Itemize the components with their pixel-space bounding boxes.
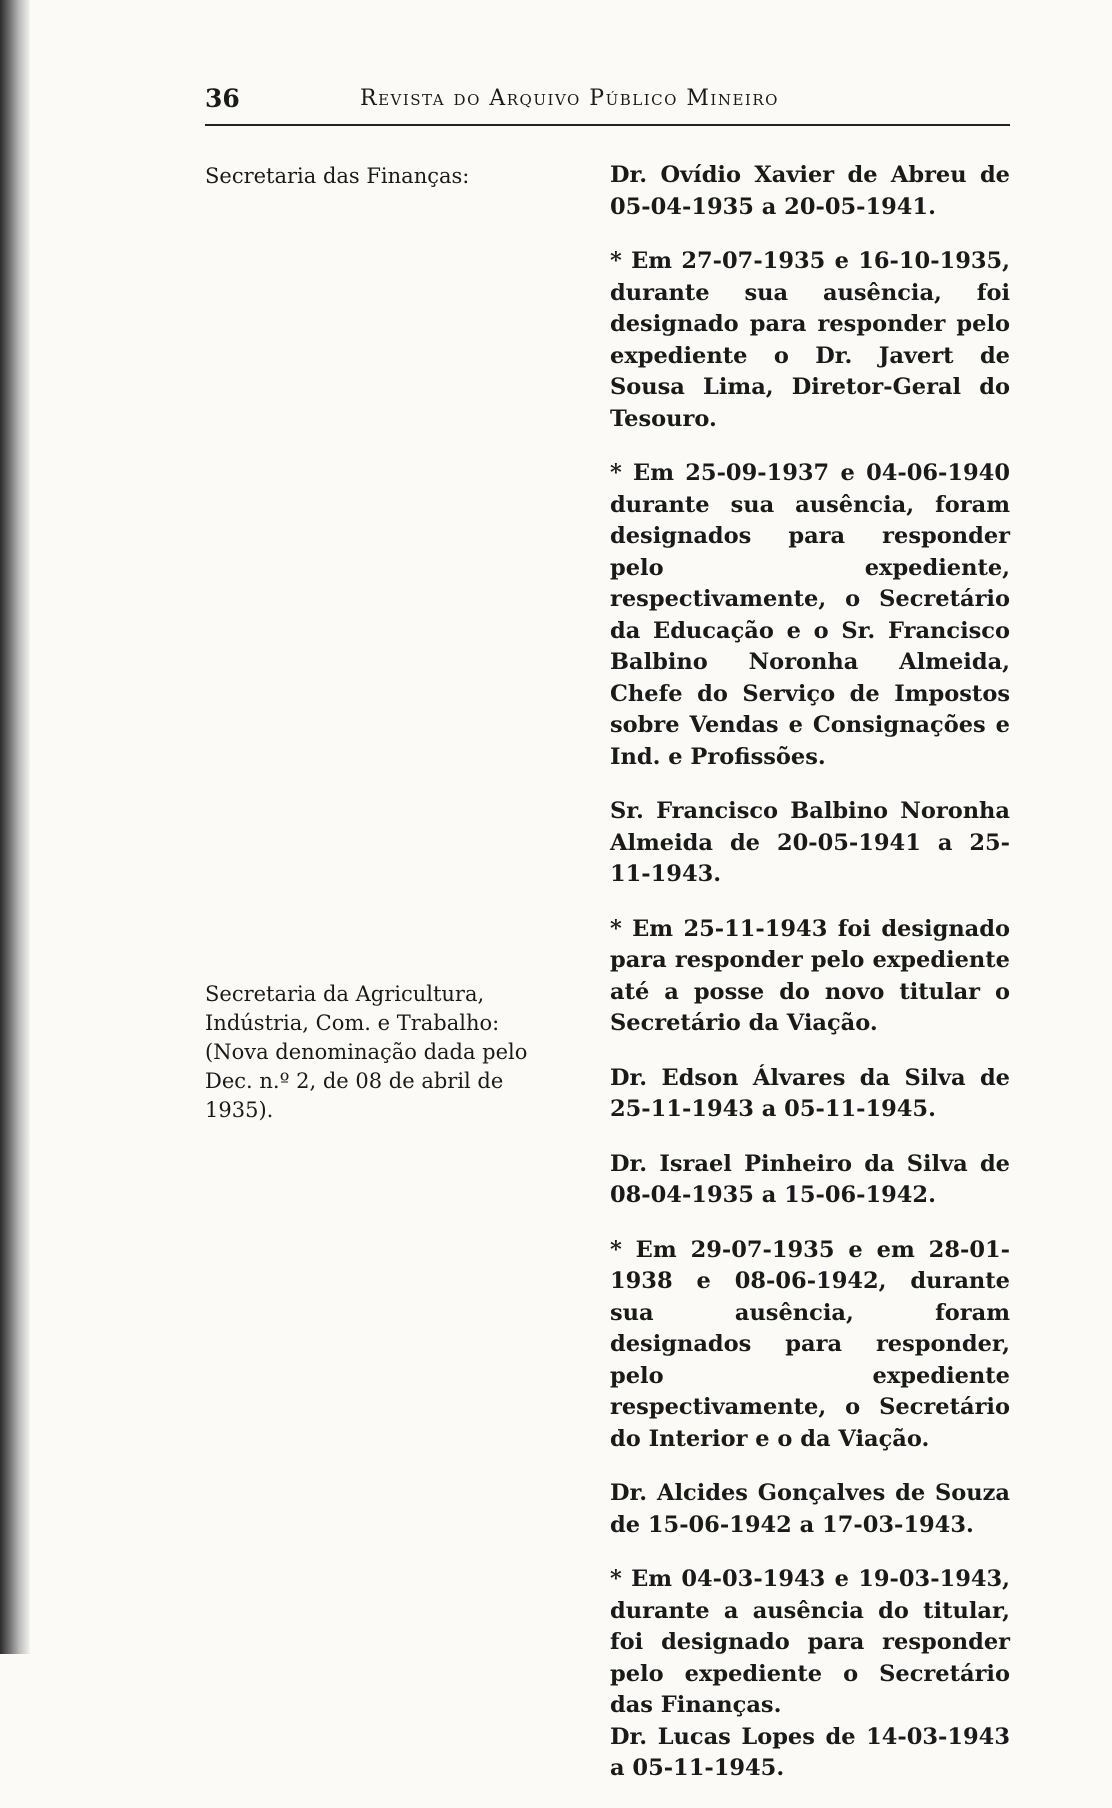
entry-alcides-goncalves: Dr. Alcides Gonçalves de Souza de 15-06-1942 a 17-03-1943. — [610, 1480, 1010, 1538]
note-secretario-viacao: * Em 25-11-1943 foi designado para responder pelo expediente até a posse do novo titular o Secretário da Viação. — [610, 915, 1010, 1036]
page-number: 36 — [205, 84, 240, 113]
page-binding-shadow — [0, 0, 30, 1654]
note-secretario-financas: * Em 04-03-1943 e 19-03-1943, durante a ausência do titular, foi designado para responder pelo expediente o Secretário das Finanças. — [610, 1566, 1010, 1718]
entries-column — [610, 160, 1010, 1808]
label-secretaria-agricultura: Secretaria da Agricultura, Indústria, Com. e Trabalho: (Nova denominação dada pelo Dec. n.º 2, de 08 de abril de 1935). — [205, 982, 528, 1122]
entry-ovidio-xavier: Dr. Ovídio Xavier de Abreu de 05-04-1935 a 20-05-1941. — [610, 162, 1010, 220]
entry-edson-alvares: Dr. Edson Álvares da Silva de 25-11-1943 a 05-11-1945. — [610, 1064, 1010, 1122]
running-title: Revista do Arquivo Público Mineiro — [360, 86, 779, 111]
note-balbino-expediente: * Em 25-09-1937 e 04-06-1940 durante sua ausência, foram designados para responder pelo expediente, respectivamente, o Secretário da Educação e o Sr. Francisco Balbino Noronha Almeida, Chefe do Serviço de Impostos sobre Vendas e Consignações e Ind. e Profissões. — [610, 460, 1010, 770]
label-secretaria-financas: Secretaria das Finanças: — [205, 164, 470, 188]
header-rule — [205, 124, 1010, 126]
entry-lucas-lopes: Dr. Lucas Lopes de 14-03-1943 a 05-11-1945. — [610, 1723, 1010, 1781]
note-javert-lima: * Em 27-07-1935 e 16-10-1935, durante sua ausência, foi designado para responder pelo expediente o Dr. Javert de Sousa Lima, Diretor-Geral do Tesouro. — [610, 248, 1010, 432]
entry-francisco-balbino: Sr. Francisco Balbino Noronha Almeida de 20-05-1941 a 25-11-1943. — [610, 798, 1010, 887]
note-interior-viacao: * Em 29-07-1935 e em 28-01-1938 e 08-06-1942, durante sua ausência, foram designados para responder, pelo expediente respectivamente, o Secretário do Interior e o da Viação. — [610, 1236, 1010, 1452]
entry-israel-pinheiro: Dr. Israel Pinheiro da Silva de 08-04-1935 a 15-06-1942. — [610, 1150, 1010, 1208]
